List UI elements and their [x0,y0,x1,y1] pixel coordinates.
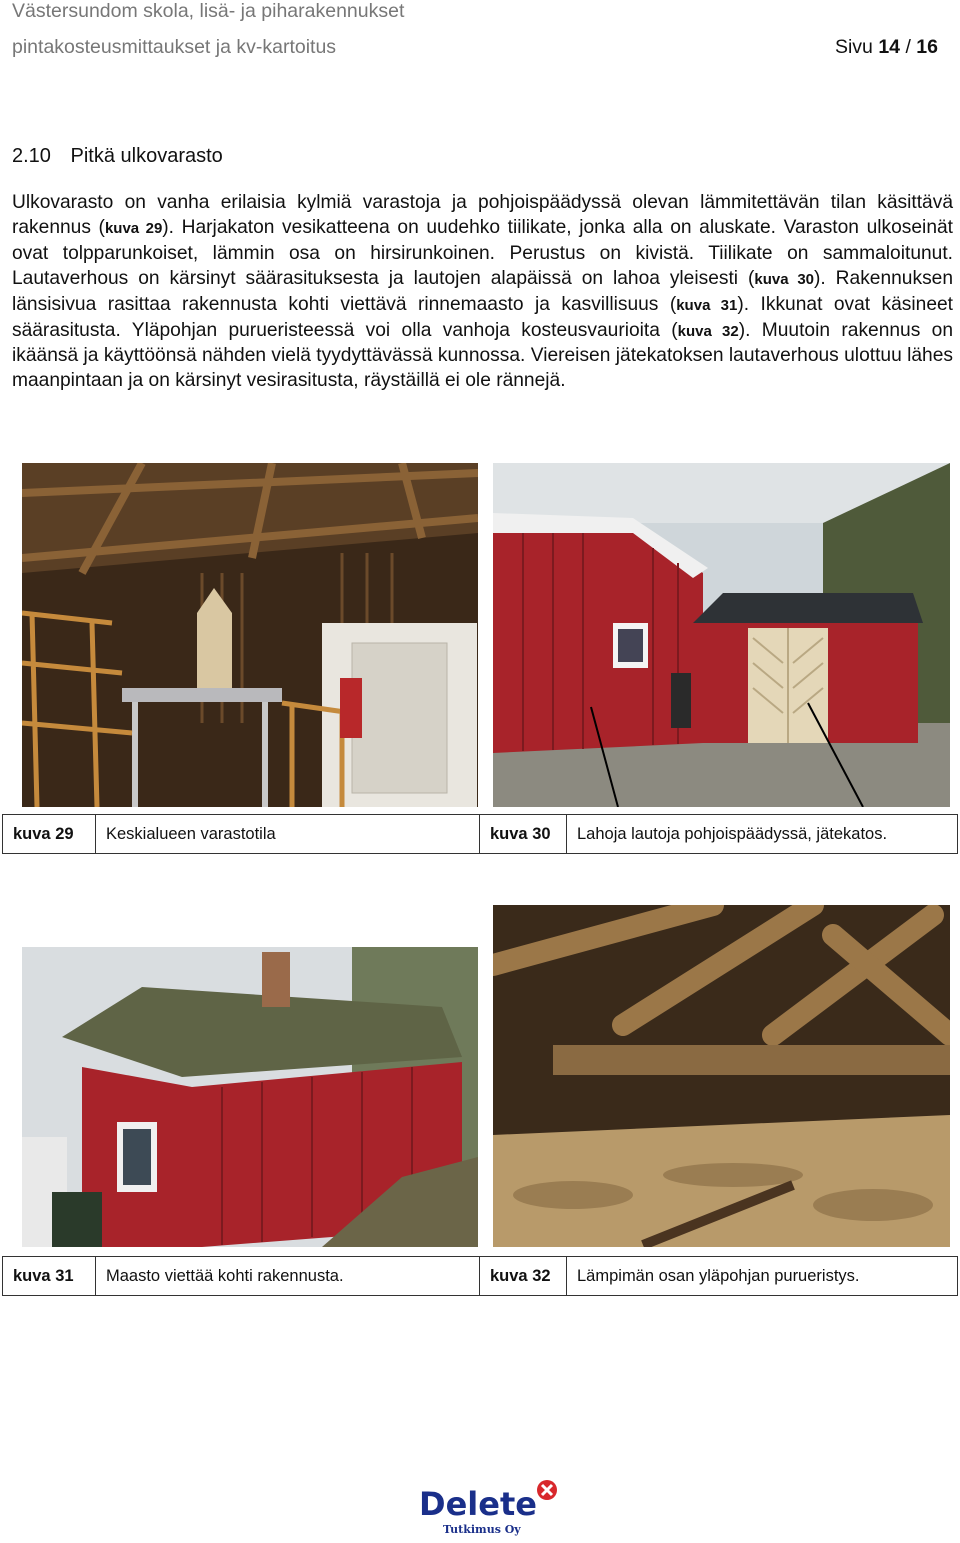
photo-reference: kuva 32 [677,322,739,340]
header-subtitle: pintakosteusmittaukset ja kv-kartoitus [12,36,337,58]
section-number: 2.10 [12,145,51,167]
section-heading [12,145,223,168]
paragraph-text: Ulkovarasto on vanha erilaisia kylmiä varastoja ja pohjoispäädyssä olevan lämmitettävän tilan käsittävä rakennus ( [12,192,953,238]
paragraph-text: ). Ikkunat ovat käsineet säärasitusta. Yläpohjan purueristeessä voi olla vanhoja kosteusvaurioita ( [12,293,954,341]
page-total: 16 [916,36,938,58]
paragraph-text: ). Harjakaton vesikatteena on uudehko tiilikate, jonka alla on aluskate. Varaston ulkoseinät ovat tolpparunkoiset, lämmin osa on hirsirunkoinen. Perustus on kivistä. Tiilikate on sammaloitunut. Lautaverhous on kärsinyt säärasituksesta ja lautojen alapäissä on lahoa yleisesti ( [12,216,953,289]
header-project-title: Västersundom skola, lisä- ja piharakennukset [12,0,405,22]
caption-key: kuva 30 [480,815,567,854]
caption-text: Keskialueen varastotila [96,815,480,854]
photo-storage-interior [22,463,478,807]
photo-reference: kuva 30 [754,270,815,288]
caption-text: Lämpimän osan yläpohjan purueristys. [567,1257,958,1296]
header-subtitle-row [12,36,938,59]
logo-x-icon [537,1480,557,1500]
paragraph-text: ). Muutoin rakennus on ikäänsä ja käyttöönsä nähden vielä tyydyttävässä kunnossa. Viereisen jätekatoksen lautaverhous ulottuu lähes maanpintaan ja on kärsinyt vesirasitusta, räystäillä ei ole rännejä. [12,319,953,392]
section-title: Pitkä ulkovarasto [70,145,223,167]
paragraph-text: ). Rakennuksen länsisivua rasittaa rakennusta kohti viettävä rinnemaasto ja kasvillisuus ( [12,267,954,315]
section-paragraph [12,191,953,394]
photo-building-slope [22,947,478,1247]
logo-name: Delete [419,1485,537,1523]
photo-waste-shelter [493,463,950,807]
delete-logo [417,1478,562,1538]
page-current: 14 [878,36,901,58]
caption-table-row1 [2,814,958,854]
caption-key: kuva 29 [3,815,96,854]
photo-reference: kuva 31 [676,296,738,314]
caption-text: Lahoja lautoja pohjoispäädyssä, jätekatos. [567,815,958,854]
caption-key: kuva 31 [3,1257,96,1296]
caption-key: kuva 32 [480,1257,567,1296]
page-indicator: Sivu 14 / 16 [834,36,938,58]
logo-sub: Tutkimus Oy [443,1523,521,1536]
photo-reference: kuva 29 [104,219,163,237]
caption-text: Maasto viettää kohti rakennusta. [96,1257,480,1296]
caption-table-row2 [2,1256,958,1296]
photo-attic-insulation [493,905,950,1247]
